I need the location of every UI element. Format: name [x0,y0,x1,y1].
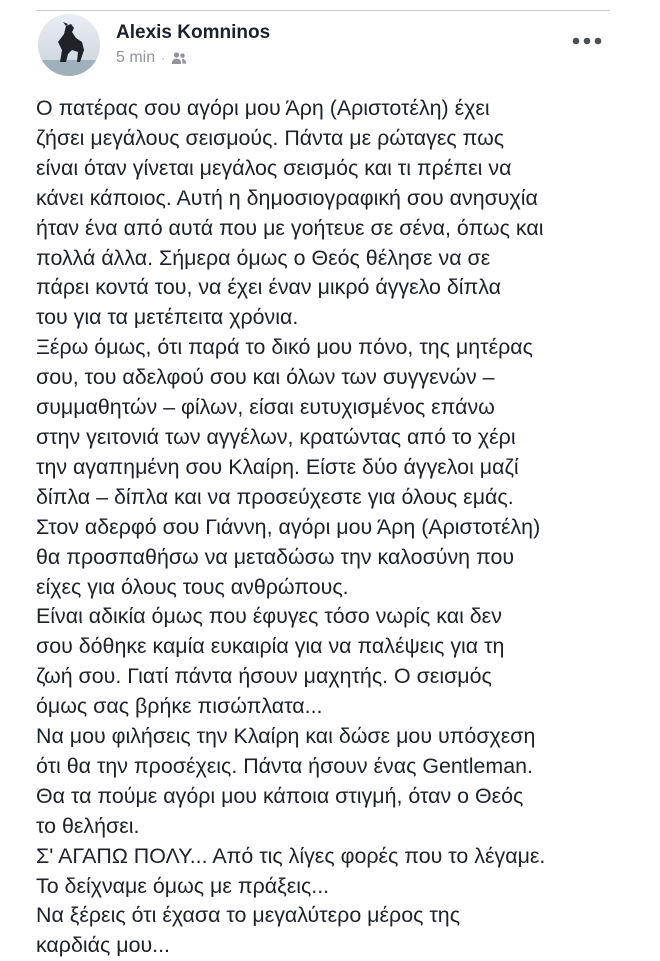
author-name[interactable]: Alexis Komninos [116,22,271,43]
avatar[interactable] [38,14,100,76]
post-text-line: σου, του αδελφού σου και όλων των συγγενών – [36,365,495,390]
meta-separator: · [161,51,166,65]
friends-icon[interactable] [171,51,187,65]
post-text [36,94,624,961]
more-options-icon [572,37,602,45]
post-text-line: θα προσπαθήσω να μεταδώσω την καλοσύνη που [36,544,515,569]
post-text-line: Να μου φιλήσεις την Κλαίρη και δώσε μου υπόσχεση [36,724,536,749]
post-text-line: Θα τα πούμε αγόρι μου κάποια στιγμή, όταν ο Θεός [36,783,524,808]
post-header [36,14,610,76]
post-text-line: Στον αδερφό σου Γιάννη, αγόρι μου Άρη (Αριστοτέλη) [36,514,541,539]
post-text-line: το θελήσει. [36,813,140,838]
post-text-line: Είναι αδικία όμως που έφυγες τόσο νωρίς και δεν [36,604,502,629]
post-text-line: του για τα μετέπειτα χρόνια. [36,305,299,330]
post-text-line: καρδιάς μου... [36,933,170,958]
more-options-button[interactable] [564,26,610,56]
post-text-line: συμμαθητών – φίλων, είσαι ευτυχισμένος επάνω [36,395,495,420]
post-text-line: δίπλα – δίπλα και να προσεύχεστε για όλους εμάς. [36,484,514,509]
post-text-line: Ο πατέρας σου αγόρι μου Άρη (Αριστοτέλη) έχει [36,96,490,120]
post-text-line: όμως σας βρήκε πισώπλατα... [36,694,323,719]
post-text-line: ήταν ένα από αυτά που με γοήτευε σε σένα, όπως και [36,215,544,240]
post-text-line: κάνει κάποιος. Αυτή η δημοσιογραφική σου ανησυχία [36,185,538,210]
post-text-line: Να ξέρεις ότι έχασα το μεγαλύτερο μέρος της [36,903,460,928]
post-text-line: πολλά άλλα. Σήμερα όμως ο Θεός θέλησε να σε [36,245,491,270]
post-time[interactable]: 5 min [116,49,156,66]
post-text-line: πάρει κοντά του, να έχει έναν μικρό άγγελο δίπλα [36,275,502,300]
post-text-line: Σ' ΑΓΑΠΩ ΠΟΛΥ... Από τις λίγες φορές που το λέγαμε. [36,843,546,868]
post-text-line: την αγαπημένη σου Κλαίρη. Είστε δύο άγγελοι μαζί [36,454,519,479]
avatar-horse-image [38,14,100,76]
post-text-line: είναι όταν γίνεται μεγάλος σεισμός και τι πρέπει να [36,155,512,180]
top-divider [36,10,610,11]
post-text-line: σου δόθηκε καμία ευκαιρία για να παλέψεις για τη [36,634,505,659]
post-text-line: Το δείχναμε όμως με πράξεις... [36,873,330,898]
post-text-line: είχες για όλους τους ανθρώπους. [36,574,349,599]
post-text-line: στην γειτονιά των αγγέλων, κρατώντας από το χέρι [36,424,516,449]
post-text-line: ζωή σου. Γιατί πάντα ήσουν μαχητής. Ο σεισμός [36,664,492,689]
post-text-line: ζήσει μεγάλους σεισμούς. Πάντα με ρώταγες πως [36,125,505,150]
post-text-line: ότι θα την προσέχεις. Πάντα ήσουν ένας Gentleman. [36,753,533,778]
post-text-line: Ξέρω όμως, ότι παρά το δικό μου πόνο, της μητέρας [36,335,533,360]
post-meta [116,49,187,67]
